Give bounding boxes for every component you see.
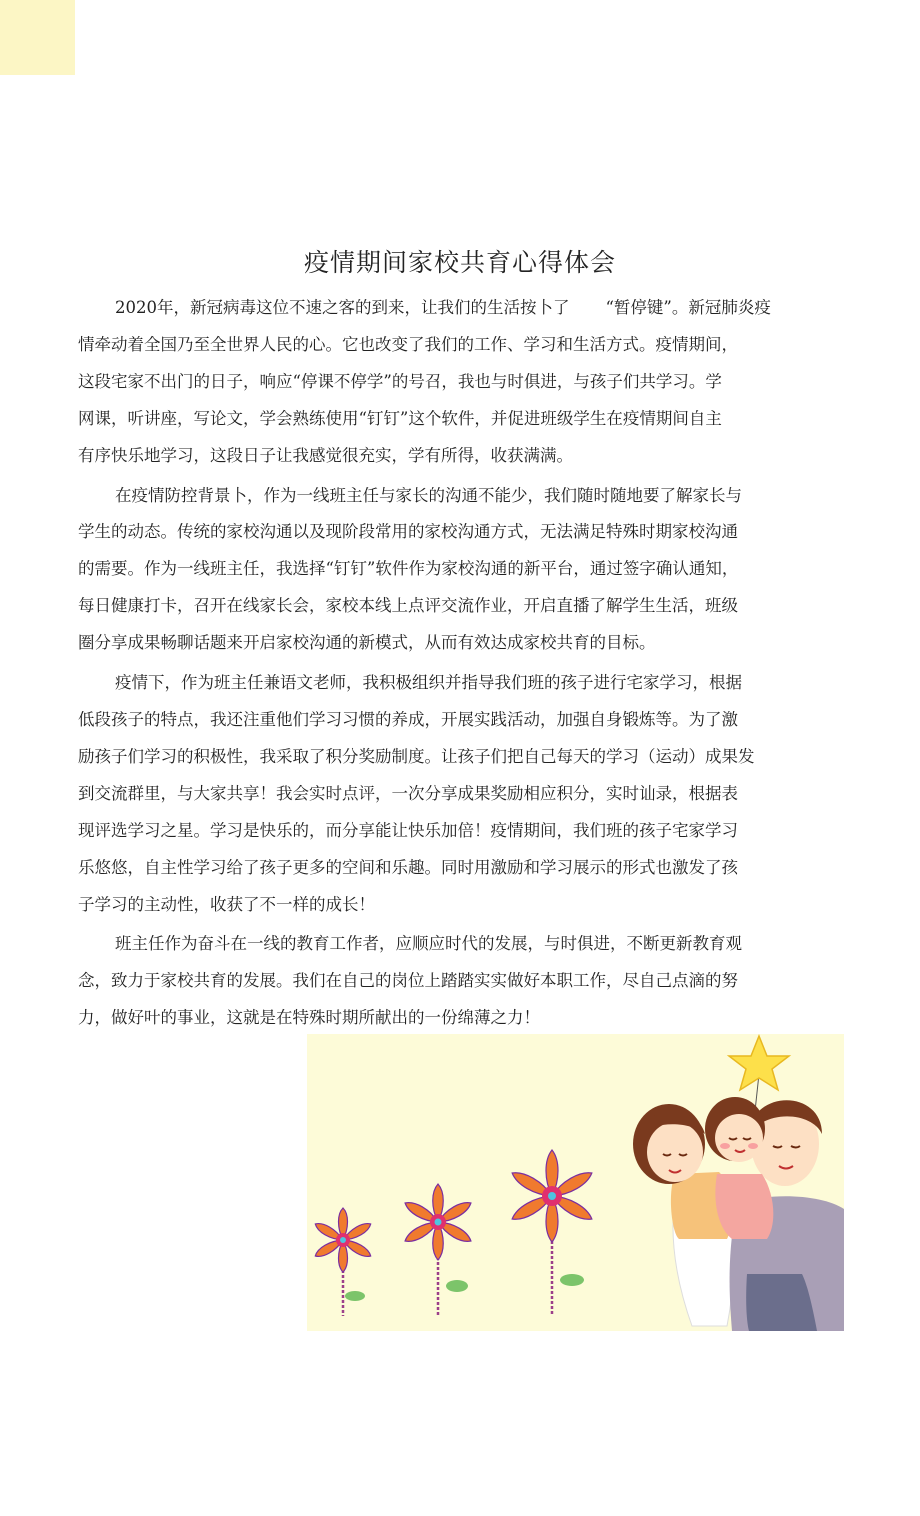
text-line	[78, 364, 848, 401]
text-line	[78, 588, 848, 625]
text-line	[78, 813, 848, 850]
document-body	[78, 290, 848, 1040]
text-segment: 学生的动态。传统的家校沟通以及现阶段常用的家校沟通方式，无法满足特殊时期家校沟通	[78, 522, 738, 542]
text-line	[78, 926, 848, 963]
text-segment: 网课，听讲座，写论文，学会熟练使用“钉钉”这个软件，并促进班级学生在疫情期间自主	[78, 408, 722, 428]
text-line	[78, 290, 848, 327]
text-line	[78, 401, 848, 438]
text-line	[78, 551, 848, 588]
text-segment: 圈分享成果畅聊话题来开启家校沟通的新模式，从而有效达成家校共育的目标。	[78, 633, 656, 653]
text-segment: 2020年，新冠病毒这位不速之客的到来，让我们的生活按卜了	[115, 298, 570, 317]
text-segment: 低段孩子的特点，我还注重他们学习习惯的养成，开展实践活动，加强自身锻炼等。为了激	[78, 709, 738, 729]
text-line	[78, 739, 848, 776]
text-line	[78, 702, 848, 739]
family-pinwheel-illustration	[307, 1034, 844, 1331]
text-segment: 情牵动着全国乃至全世界人民的心。它也改变了我们的工作、学习和生活方式。疫情期间，	[78, 334, 738, 354]
text-line	[78, 963, 848, 1000]
text-segment: 念，致力于家校共育的发展。我们在自己的岗位上踏踏实实做好本职工作，尽自己点滴的努	[78, 971, 738, 991]
text-segment: 的需要。作为一线班主任，我选择“钉钉”软件作为家校沟通的新平台，通过签字确认通知，	[78, 559, 739, 579]
text-segment: 现评选学习之星。学习是快乐的，而分享能让快乐加倍！疫情期间，我们班的孩子宅家学习	[78, 820, 738, 840]
paragraph	[78, 665, 848, 923]
text-segment: 在疫情防控背景卜，作为一线班主任与家长的沟通不能少，我们随时随地要了解家长与	[115, 485, 742, 505]
text-line	[78, 478, 848, 515]
text-segment: 这段宅家不出门的日子，响应“停课不停学”的号召，我也与时俱进，与孩子们共学习。学	[78, 371, 722, 391]
paragraph	[78, 290, 848, 475]
pinwheel-flower-large	[509, 1150, 595, 1316]
text-line	[78, 850, 848, 887]
pinwheel-flower-medium	[402, 1184, 473, 1316]
text-segment: 有序快乐地学习，这段日子让我感觉很充实，学有所得，收获满满。	[78, 445, 573, 465]
paragraph	[78, 926, 848, 1037]
pinwheel-flower-small	[313, 1208, 373, 1316]
paragraph	[78, 478, 848, 663]
text-line	[78, 438, 848, 475]
text-segment: 班主任作为奋斗在一线的教育工作者，应顺应时代的发展，与时俱进，不断更新教育观	[115, 934, 742, 954]
text-line	[78, 327, 848, 364]
text-segment: “暂停键”。新冠肺炎疫	[605, 298, 771, 317]
text-segment: 子学习的主动性，收获了不一样的成长！	[78, 894, 375, 914]
text-line	[78, 514, 848, 551]
text-segment: 疫情下，作为班主任兼语文老师，我积极组织并指导我们班的孩子进行宅家学习，根据	[115, 673, 742, 693]
text-line	[78, 776, 848, 813]
document-title: 疫情期间家校共育心得体会	[303, 248, 616, 277]
text-segment: 力，做好叶的事业，这就是在特殊时期所献出的一份绵薄之力！	[78, 1008, 540, 1028]
text-segment: 励孩子们学习的积极性，我采取了积分奖励制度。让孩子们把自己每天的学习（运动）成果发	[78, 746, 755, 766]
text-segment: 到交流群里，与大家共享！我会实时点评，一次分享成果奖励相应积分，实时讪录，根据表	[78, 783, 738, 803]
text-line	[78, 625, 848, 662]
corner-decoration	[0, 0, 75, 75]
text-line	[78, 1000, 848, 1037]
text-segment: 每日健康打卡，召开在线家长会，家校本线上点评交流作业，开启直播了解学生生活，班级	[78, 596, 738, 616]
text-line	[78, 665, 848, 702]
text-segment: 乐悠悠，自主性学习给了孩子更多的空间和乐趣。同时用激励和学习展示的形式也激发了孩	[78, 857, 738, 877]
illustration-icon	[307, 1034, 844, 1331]
text-line	[78, 887, 848, 924]
